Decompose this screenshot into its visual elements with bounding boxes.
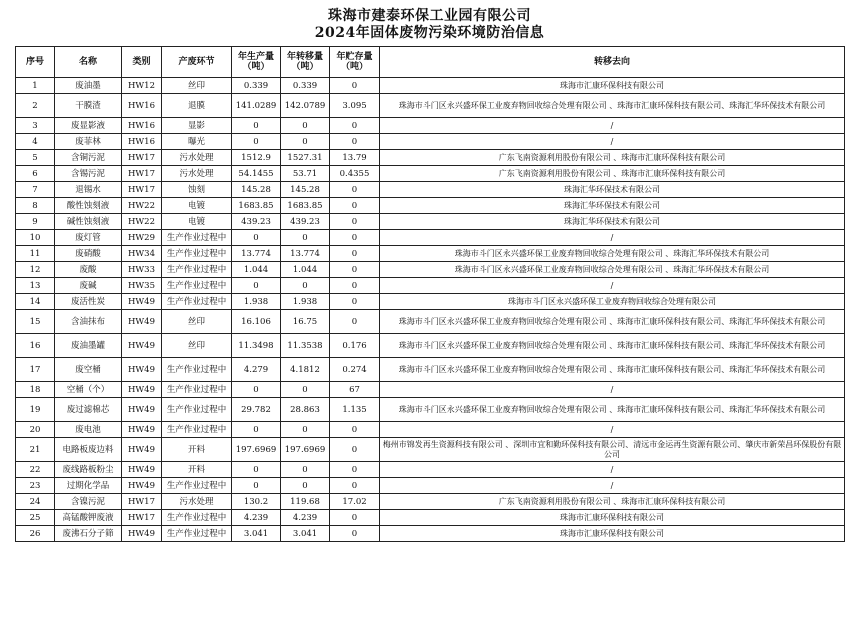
header-annual-generated: 年生产量（吨） — [232, 47, 281, 78]
cell-transferred: 0 — [281, 134, 330, 150]
cell-name: 废菲林 — [55, 134, 122, 150]
cell-stage: 污水处理 — [162, 166, 232, 182]
cell-index: 23 — [16, 478, 55, 494]
cell-category: HW49 — [122, 310, 162, 334]
cell-index: 21 — [16, 438, 55, 462]
cell-destination: / — [380, 422, 845, 438]
cell-index: 2 — [16, 94, 55, 118]
table-row — [16, 310, 845, 334]
cell-name: 废电池 — [55, 422, 122, 438]
cell-transferred: 1.938 — [281, 294, 330, 310]
cell-name: 废硝酸 — [55, 246, 122, 262]
cell-stored: 0.4355 — [330, 166, 380, 182]
header-index: 序号 — [16, 47, 55, 78]
cell-generated: 29.782 — [232, 398, 281, 422]
table-row — [16, 262, 845, 278]
cell-transferred: 4.1812 — [281, 358, 330, 382]
cell-transferred: 0 — [281, 230, 330, 246]
cell-index: 16 — [16, 334, 55, 358]
cell-category: HW49 — [122, 478, 162, 494]
cell-transferred: 0 — [281, 382, 330, 398]
cell-name: 过期化学品 — [55, 478, 122, 494]
cell-generated: 141.0289 — [232, 94, 281, 118]
header-category: 类别 — [122, 47, 162, 78]
cell-stage: 开料 — [162, 462, 232, 478]
cell-index: 20 — [16, 422, 55, 438]
cell-name: 退锡水 — [55, 182, 122, 198]
cell-stored: 1.135 — [330, 398, 380, 422]
cell-index: 18 — [16, 382, 55, 398]
cell-name: 含镍污泥 — [55, 494, 122, 510]
cell-stored: 0 — [330, 118, 380, 134]
cell-stored: 0 — [330, 262, 380, 278]
table-row — [16, 462, 845, 478]
cell-generated: 1683.85 — [232, 198, 281, 214]
cell-category: HW12 — [122, 78, 162, 94]
cell-index: 15 — [16, 310, 55, 334]
cell-stage: 生产作业过程中 — [162, 526, 232, 542]
cell-transferred: 3.041 — [281, 526, 330, 542]
cell-stored: 0 — [330, 230, 380, 246]
cell-index: 7 — [16, 182, 55, 198]
cell-stored: 0 — [330, 78, 380, 94]
cell-transferred: 0 — [281, 422, 330, 438]
cell-index: 25 — [16, 510, 55, 526]
header-annual-stored: 年贮存量（吨） — [330, 47, 380, 78]
waste-info-table — [15, 46, 845, 542]
cell-name: 废线路板粉尘 — [55, 462, 122, 478]
cell-category: HW16 — [122, 94, 162, 118]
cell-destination: 珠海市斗门区永兴盛环保工业废弃物回收综合处理有限公司 、珠海市汇康环保科技有限公司、珠海汇华环保技术有限公司 — [380, 334, 845, 358]
cell-transferred: 0 — [281, 118, 330, 134]
cell-stage: 生产作业过程中 — [162, 510, 232, 526]
cell-stored: 0 — [330, 438, 380, 462]
header-stage: 产废环节 — [162, 47, 232, 78]
cell-destination: 珠海市斗门区永兴盛环保工业废弃物回收综合处理有限公司 、珠海市汇康环保科技有限公司、珠海汇华环保技术有限公司 — [380, 358, 845, 382]
cell-stored: 0 — [330, 294, 380, 310]
cell-stage: 生产作业过程中 — [162, 294, 232, 310]
cell-stage: 污水处理 — [162, 494, 232, 510]
cell-category: HW16 — [122, 134, 162, 150]
cell-index: 6 — [16, 166, 55, 182]
cell-name: 空桶（个） — [55, 382, 122, 398]
cell-generated: 0 — [232, 118, 281, 134]
cell-destination: 珠海市汇康环保科技有限公司 — [380, 78, 845, 94]
cell-destination: 珠海市斗门区永兴盛环保工业废弃物回收综合处理有限公司 、珠海市汇康环保科技有限公司、珠海汇华环保技术有限公司 — [380, 94, 845, 118]
cell-stored: 13.79 — [330, 150, 380, 166]
cell-index: 4 — [16, 134, 55, 150]
cell-index: 3 — [16, 118, 55, 134]
cell-stored: 17.02 — [330, 494, 380, 510]
cell-generated: 0.339 — [232, 78, 281, 94]
cell-category: HW17 — [122, 150, 162, 166]
cell-name: 废过滤棉芯 — [55, 398, 122, 422]
cell-name: 废灯管 — [55, 230, 122, 246]
cell-name: 废空桶 — [55, 358, 122, 382]
cell-stored: 0 — [330, 422, 380, 438]
cell-stage: 污水处理 — [162, 150, 232, 166]
cell-destination: 珠海市汇康环保科技有限公司 — [380, 526, 845, 542]
cell-destination: 梅州市锦发再生资源科技有限公司 、深圳市宜和勤环保科技有限公司、清远市金运再生资源有限公司、肇庆市新荣昌环保股份有限公司 — [380, 438, 845, 462]
cell-index: 10 — [16, 230, 55, 246]
cell-index: 8 — [16, 198, 55, 214]
cell-stored: 67 — [330, 382, 380, 398]
table-row — [16, 246, 845, 262]
cell-name: 废油墨 — [55, 78, 122, 94]
cell-name: 废碱 — [55, 278, 122, 294]
cell-index: 13 — [16, 278, 55, 294]
cell-category: HW35 — [122, 278, 162, 294]
table-row — [16, 358, 845, 382]
cell-generated: 0 — [232, 478, 281, 494]
cell-transferred: 28.863 — [281, 398, 330, 422]
cell-generated: 16.106 — [232, 310, 281, 334]
cell-index: 17 — [16, 358, 55, 382]
cell-stored: 0 — [330, 278, 380, 294]
table-row — [16, 78, 845, 94]
cell-destination: 珠海汇华环保技术有限公司 — [380, 182, 845, 198]
cell-generated: 0 — [232, 382, 281, 398]
cell-generated: 0 — [232, 134, 281, 150]
table-row — [16, 166, 845, 182]
cell-destination: 珠海市斗门区永兴盛环保工业废弃物回收综合处理有限公司 、珠海汇华环保技术有限公司 — [380, 262, 845, 278]
cell-name: 废显影液 — [55, 118, 122, 134]
cell-name: 碱性蚀刻液 — [55, 214, 122, 230]
table-row — [16, 230, 845, 246]
cell-stage: 生产作业过程中 — [162, 262, 232, 278]
cell-name: 含锡污泥 — [55, 166, 122, 182]
table-row — [16, 526, 845, 542]
cell-category: HW49 — [122, 526, 162, 542]
cell-destination: 珠海市斗门区永兴盛环保工业废弃物回收综合处理有限公司 — [380, 294, 845, 310]
cell-generated: 1.938 — [232, 294, 281, 310]
cell-generated: 1.044 — [232, 262, 281, 278]
cell-destination: / — [380, 462, 845, 478]
cell-generated: 1512.9 — [232, 150, 281, 166]
table-row — [16, 182, 845, 198]
cell-name: 废油墨罐 — [55, 334, 122, 358]
cell-generated: 4.239 — [232, 510, 281, 526]
table-row — [16, 198, 845, 214]
table-row — [16, 438, 845, 462]
cell-stored: 0 — [330, 478, 380, 494]
cell-destination: / — [380, 382, 845, 398]
cell-transferred: 4.239 — [281, 510, 330, 526]
cell-destination: / — [380, 230, 845, 246]
document-title-line1: 珠海市建泰环保工业园有限公司 — [328, 8, 531, 24]
cell-category: HW17 — [122, 494, 162, 510]
cell-stage: 丝印 — [162, 78, 232, 94]
cell-name: 电路板废边料 — [55, 438, 122, 462]
cell-name: 高锰酸钾废液 — [55, 510, 122, 526]
cell-generated: 13.774 — [232, 246, 281, 262]
cell-stored: 0 — [330, 246, 380, 262]
table-row — [16, 294, 845, 310]
cell-generated: 0 — [232, 422, 281, 438]
cell-stored: 0 — [330, 182, 380, 198]
document-title-line2: 2024年固体废物污染环境防治信息 — [314, 25, 545, 41]
cell-stored: 0 — [330, 310, 380, 334]
cell-stage: 生产作业过程中 — [162, 478, 232, 494]
cell-transferred: 197.6969 — [281, 438, 330, 462]
cell-stored: 3.095 — [330, 94, 380, 118]
table-row — [16, 118, 845, 134]
cell-destination: 珠海市斗门区永兴盛环保工业废弃物回收综合处理有限公司 、珠海市汇康环保科技有限公司、珠海汇华环保技术有限公司 — [380, 398, 845, 422]
cell-index: 5 — [16, 150, 55, 166]
cell-transferred: 0 — [281, 478, 330, 494]
cell-stored: 0.274 — [330, 358, 380, 382]
cell-generated: 11.3498 — [232, 334, 281, 358]
cell-transferred: 53.71 — [281, 166, 330, 182]
cell-stage: 生产作业过程中 — [162, 422, 232, 438]
cell-stage: 生产作业过程中 — [162, 278, 232, 294]
header-annual-transferred: 年转移量（吨） — [281, 47, 330, 78]
cell-name: 废酸 — [55, 262, 122, 278]
cell-stage: 显影 — [162, 118, 232, 134]
cell-stage: 电镀 — [162, 198, 232, 214]
cell-generated: 145.28 — [232, 182, 281, 198]
cell-index: 24 — [16, 494, 55, 510]
table-row — [16, 478, 845, 494]
cell-index: 1 — [16, 78, 55, 94]
cell-category: HW49 — [122, 462, 162, 478]
cell-stored: 0 — [330, 462, 380, 478]
cell-index: 11 — [16, 246, 55, 262]
table-row — [16, 278, 845, 294]
cell-stage: 生产作业过程中 — [162, 382, 232, 398]
cell-stage: 开料 — [162, 438, 232, 462]
cell-transferred: 13.774 — [281, 246, 330, 262]
cell-transferred: 119.68 — [281, 494, 330, 510]
cell-transferred: 1683.85 — [281, 198, 330, 214]
cell-destination: 珠海市斗门区永兴盛环保工业废弃物回收综合处理有限公司 、珠海汇华环保技术有限公司 — [380, 246, 845, 262]
table-row — [16, 382, 845, 398]
cell-stage: 退膜 — [162, 94, 232, 118]
cell-stage: 生产作业过程中 — [162, 398, 232, 422]
cell-name: 废活性炭 — [55, 294, 122, 310]
cell-stage: 丝印 — [162, 310, 232, 334]
cell-index: 12 — [16, 262, 55, 278]
cell-stored: 0.176 — [330, 334, 380, 358]
cell-category: HW34 — [122, 246, 162, 262]
table-body — [16, 78, 845, 542]
cell-stored: 0 — [330, 526, 380, 542]
cell-generated: 197.6969 — [232, 438, 281, 462]
cell-destination: 广东飞南资源利用股份有限公司 、珠海市汇康环保科技有限公司 — [380, 166, 845, 182]
table-row — [16, 134, 845, 150]
table-row — [16, 94, 845, 118]
cell-stored: 0 — [330, 198, 380, 214]
cell-category: HW49 — [122, 358, 162, 382]
cell-generated: 130.2 — [232, 494, 281, 510]
cell-transferred: 0.339 — [281, 78, 330, 94]
cell-generated: 4.279 — [232, 358, 281, 382]
cell-stored: 0 — [330, 214, 380, 230]
cell-destination: 珠海市斗门区永兴盛环保工业废弃物回收综合处理有限公司 、珠海市汇康环保科技有限公司、珠海汇华环保技术有限公司 — [380, 310, 845, 334]
cell-category: HW49 — [122, 398, 162, 422]
cell-name: 酸性蚀刻液 — [55, 198, 122, 214]
cell-category: HW49 — [122, 334, 162, 358]
cell-transferred: 1.044 — [281, 262, 330, 278]
cell-generated: 0 — [232, 462, 281, 478]
cell-category: HW49 — [122, 294, 162, 310]
cell-name: 废沸石分子筛 — [55, 526, 122, 542]
cell-name: 含铜污泥 — [55, 150, 122, 166]
cell-category: HW17 — [122, 510, 162, 526]
cell-stage: 电镀 — [162, 214, 232, 230]
table-row — [16, 398, 845, 422]
cell-category: HW17 — [122, 166, 162, 182]
cell-index: 26 — [16, 526, 55, 542]
table-header-row — [16, 47, 845, 78]
cell-destination: 珠海市汇康环保科技有限公司 — [380, 510, 845, 526]
cell-index: 9 — [16, 214, 55, 230]
cell-generated: 0 — [232, 230, 281, 246]
cell-transferred: 439.23 — [281, 214, 330, 230]
cell-category: HW49 — [122, 382, 162, 398]
cell-stage: 曝光 — [162, 134, 232, 150]
cell-transferred: 142.0789 — [281, 94, 330, 118]
cell-category: HW22 — [122, 198, 162, 214]
cell-name: 干膜渣 — [55, 94, 122, 118]
cell-destination: / — [380, 118, 845, 134]
cell-stage: 生产作业过程中 — [162, 246, 232, 262]
cell-destination: 广东飞南资源利用股份有限公司 、珠海市汇康环保科技有限公司 — [380, 494, 845, 510]
cell-stage: 生产作业过程中 — [162, 358, 232, 382]
table-row — [16, 150, 845, 166]
cell-index: 22 — [16, 462, 55, 478]
cell-category: HW22 — [122, 214, 162, 230]
header-name: 名称 — [55, 47, 122, 78]
cell-stored: 0 — [330, 510, 380, 526]
cell-category: HW29 — [122, 230, 162, 246]
cell-generated: 439.23 — [232, 214, 281, 230]
cell-index: 14 — [16, 294, 55, 310]
cell-stage: 丝印 — [162, 334, 232, 358]
cell-category: HW33 — [122, 262, 162, 278]
cell-category: HW17 — [122, 182, 162, 198]
cell-destination: 珠海汇华环保技术有限公司 — [380, 214, 845, 230]
cell-stage: 生产作业过程中 — [162, 230, 232, 246]
cell-name: 含油抹布 — [55, 310, 122, 334]
table-row — [16, 494, 845, 510]
cell-index: 19 — [16, 398, 55, 422]
header-destination: 转移去向 — [380, 47, 845, 78]
cell-generated: 0 — [232, 278, 281, 294]
cell-transferred: 1527.31 — [281, 150, 330, 166]
cell-destination: / — [380, 478, 845, 494]
cell-destination: / — [380, 134, 845, 150]
cell-transferred: 0 — [281, 278, 330, 294]
cell-destination: 广东飞南资源利用股份有限公司 、珠海市汇康环保科技有限公司 — [380, 150, 845, 166]
cell-transferred: 0 — [281, 462, 330, 478]
cell-generated: 3.041 — [232, 526, 281, 542]
cell-category: HW16 — [122, 118, 162, 134]
cell-destination: / — [380, 278, 845, 294]
cell-transferred: 145.28 — [281, 182, 330, 198]
table-row — [16, 214, 845, 230]
table-row — [16, 334, 845, 358]
cell-transferred: 11.3538 — [281, 334, 330, 358]
table-row — [16, 422, 845, 438]
cell-category: HW49 — [122, 422, 162, 438]
cell-generated: 54.1455 — [232, 166, 281, 182]
cell-category: HW49 — [122, 438, 162, 462]
cell-transferred: 16.75 — [281, 310, 330, 334]
cell-destination: 珠海汇华环保技术有限公司 — [380, 198, 845, 214]
table-row — [16, 510, 845, 526]
cell-stage: 蚀刻 — [162, 182, 232, 198]
cell-stored: 0 — [330, 134, 380, 150]
